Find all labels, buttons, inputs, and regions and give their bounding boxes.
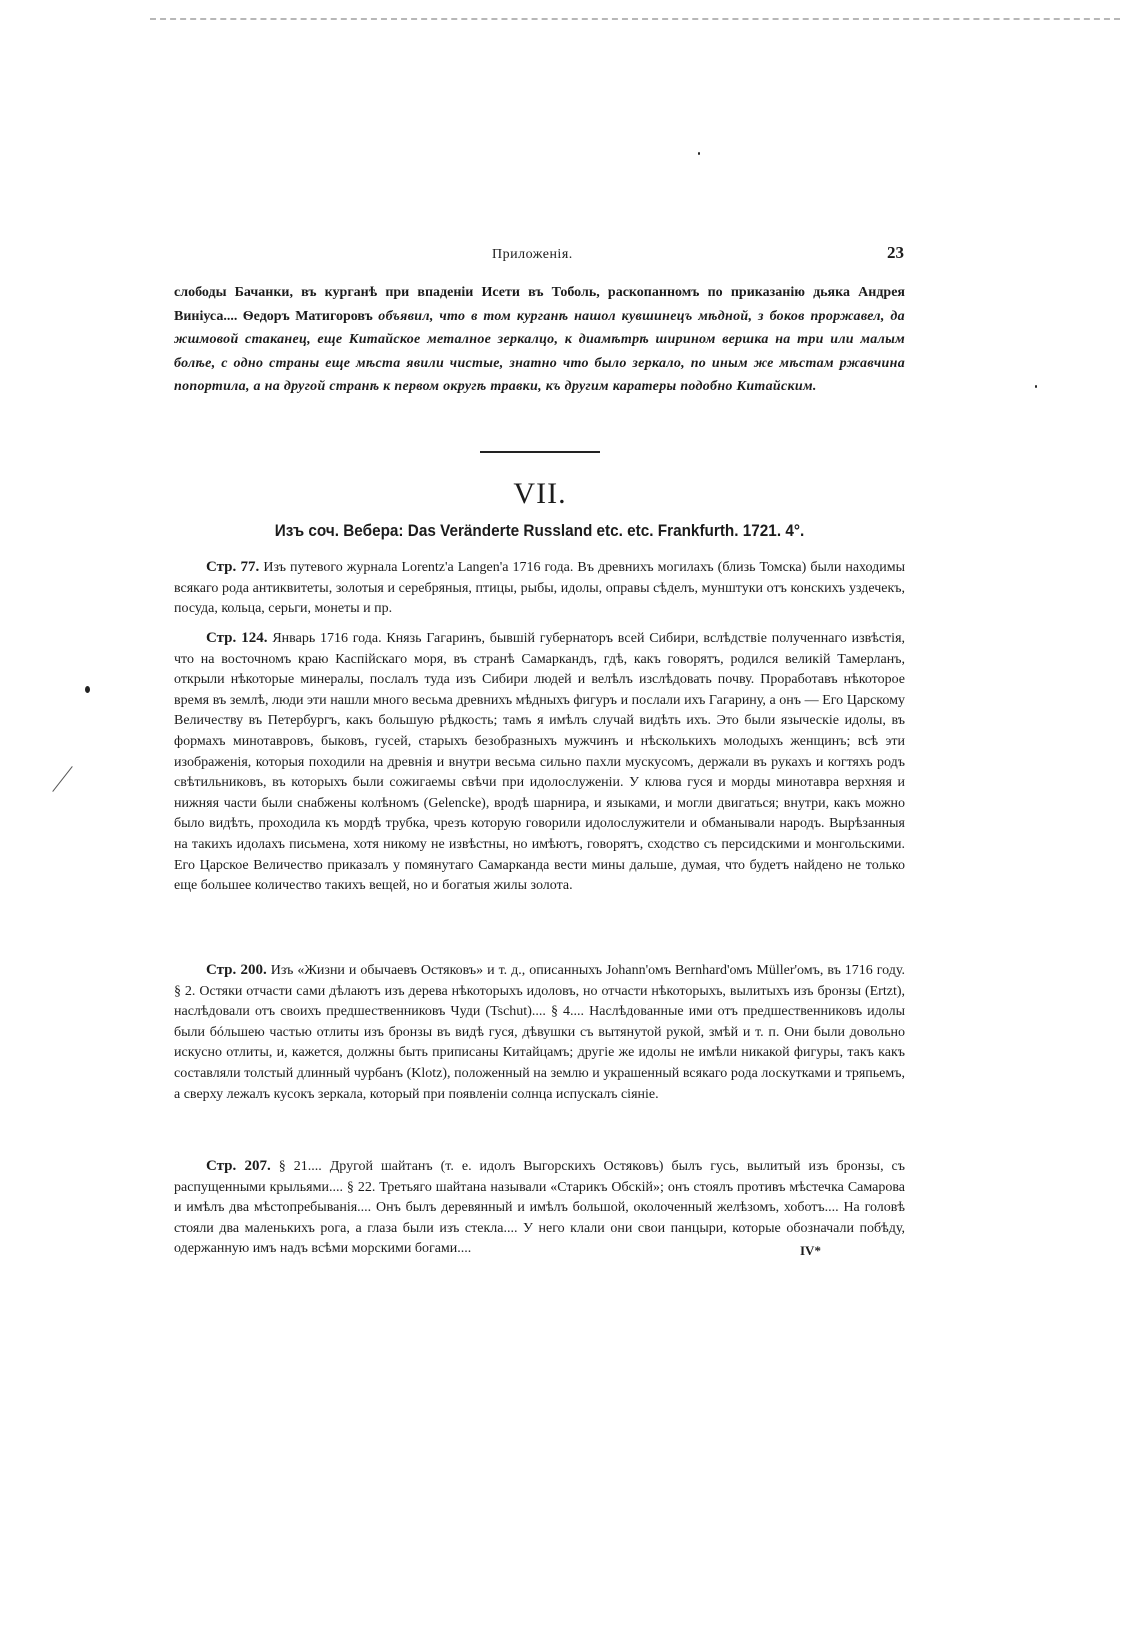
running-title: Приложенія.: [492, 247, 573, 262]
paragraph-page-200: [174, 960, 905, 1105]
scan-speck: [85, 686, 90, 693]
paragraph-text: Январь 1716 года. Князь Гагаринъ, бывшій губернаторъ всей Сибири, вслѣдствіе полученнаго извѣстія, что на восточномъ краю Каспійскаго моря, въ странѣ Самаркандъ, гдѣ, какъ говорятъ, родился великій Тамерланъ, открыли нѣкоторые минералы, послалъ туда изъ Сибири людей и велѣлъ изслѣдовать почву. Проработавъ нѣкоторое время въ землѣ, люди эти нашли много весьма древнихъ мѣдныхъ фигуръ и послали ихъ Гагарину, а онъ — Его Царскому Величеству въ Петербургъ, какъ большую рѣдкость; тамъ я имѣлъ случай видѣть ихъ. Это были языческіе идолы, въ формахъ минотавровъ, быковъ, гусей, старыхъ безобразныхъ мужчинъ и нѣсколькихъ молодыхъ женщинъ; всѣ эти изображенія, которыя походили на древнія и внутри весьма сильно пахли мускусомъ, держали въ рукахъ и когтяхъ родъ свѣтильниковъ, въ которыхъ были сожигаемы свѣчи при идолослуженіи. У клюва гуся и морды минотавра верхняя и нижняя части были снабжены колѣномъ (Gelencke), вродѣ шарнира, и языками, и могли двигаться; внутри, какъ можно было видѣть, проходила къ мордѣ трубка, чрезъ которую говорили идолослужители и обманывали народъ. Вырѣзанныя на такихъ идолахъ письмена, хотя никому не извѣстны, но имѣютъ, говорятъ, сходство съ персидскими и монгольскими. Его Царское Величество приказалъ у помянутаго Самарканда вести мины дальше, думая, что будетъ найдено не только еще большее количество такихъ вещей, но и богатыя жилы золота.: [174, 631, 906, 894]
page-number: 23: [887, 243, 904, 262]
section-number: VII.: [513, 477, 567, 510]
paragraph-text: Изъ «Жизни и обычаевъ Остяковъ» и т. д., описанныхъ Johann'омъ Bernhard'омъ Müller'омъ, въ 1716 году. § 2. Остяки отчасти сами дѣлаютъ изъ дерева нѣкоторыхъ идоловъ, но отчасти нѣкоторыхъ, вылитыхъ изъ бронзы (Ertzt), наслѣдовали отъ своихъ предшественниковъ Чуди (Tschut).... § 4.... Наслѣдованные ими отъ предшественниковъ идолы были бóльшею частью отлиты изъ бронзы въ видѣ гуся, дѣвушки съ вытянутой рукой, змѣй и т. п. Они были довольно искусно отлиты, и, кажется, должны быть приписаны Китайцамъ; другіе же идолы не имѣли никакой фигуры, такъ какъ составляли толстый длинный чурбанъ (Klotz), положенный на землю и украшенный всякаго рода лоскутками и тряпьемъ, а сверху лежалъ кусокъ зеркала, который при появленіи солнца испускалъ сіяніе.: [174, 963, 905, 1102]
scan-edge-line: [150, 18, 1120, 20]
page-reference: Стр. 207.: [206, 1158, 271, 1174]
printer-signature-mark: IV*: [800, 1243, 821, 1258]
page-reference: Стр. 200.: [206, 962, 267, 978]
paragraph-text: § 21.... Другой шайтанъ (т. е. идолъ Выгорскихъ Остяковъ) былъ гусь, вылитый изъ бронзы, съ распущенными крыльями.... § 22. Третьяго шайтана называли «Старикъ Обскій»; онъ стоялъ противъ мѣстечка Самарова и имѣлъ два мѣстопребыванія.... Онъ былъ деревянный и имѣлъ большой, околоченный желѣзомъ, хоботъ.... На головѣ стояли два маленькихъ рога, а глаза были изъ стекла.... У него клали они свои панцыри, которые обозначали побѣду, одержанную имъ надъ всѣми морскими богами....: [174, 1159, 905, 1257]
page-header: [174, 243, 904, 263]
paragraph-page-207: [174, 1156, 905, 1260]
page-reference: Стр. 77.: [206, 559, 260, 575]
paragraph-page-77: [174, 557, 905, 620]
section-divider: [480, 451, 600, 453]
continuation-plain-text: слободы Бачанки, въ курганѣ при впаденіи Исети въ Тоболь, раскопанномъ по приказанію дьяка Андрея Виніуса.... Ѳедоръ Матигоровъ: [174, 285, 905, 324]
page-reference: Стр. 124.: [206, 630, 268, 646]
paragraph-text: Изъ путевого журнала Lorentz'a Langen'a 1716 года. Въ древнихъ могилахъ (близь Томска) были находимы всякаго рода антиквитеты, золотыя и серебряныя, птицы, рыбы, идолы, оправы сѣделъ, мунштуки отъ конскихъ уздечекъ, посуда, кольца, серьги, монеты и пр.: [174, 560, 906, 617]
scan-speck: [1035, 385, 1037, 388]
section-title: Изъ соч. Вебера: Das Veränderte Russland etc. etc. Frankfurth. 1721. 4°.: [274, 521, 805, 540]
scan-stray-mark: [52, 766, 72, 792]
paragraph-page-124: [174, 628, 905, 897]
scan-speck: [698, 152, 700, 155]
continuation-paragraph: [174, 281, 905, 399]
archaic-quote-text: объявил, что в том курганѣ нашол кувшинецъ мѣдной, з боков проржавел, да жшмовой стаканец, еще Китайское металное зеркалцо, к диамѣтрѣ ширином вершка на три или малым болѣе, с одно страны еще мѣста явили чистые, знатно что было зеркало, по иным же мѣстам ржавчина попортила, а на другой странѣ к первом округѣ травки, къ другим каратеры подобно Китайским.: [174, 308, 905, 394]
